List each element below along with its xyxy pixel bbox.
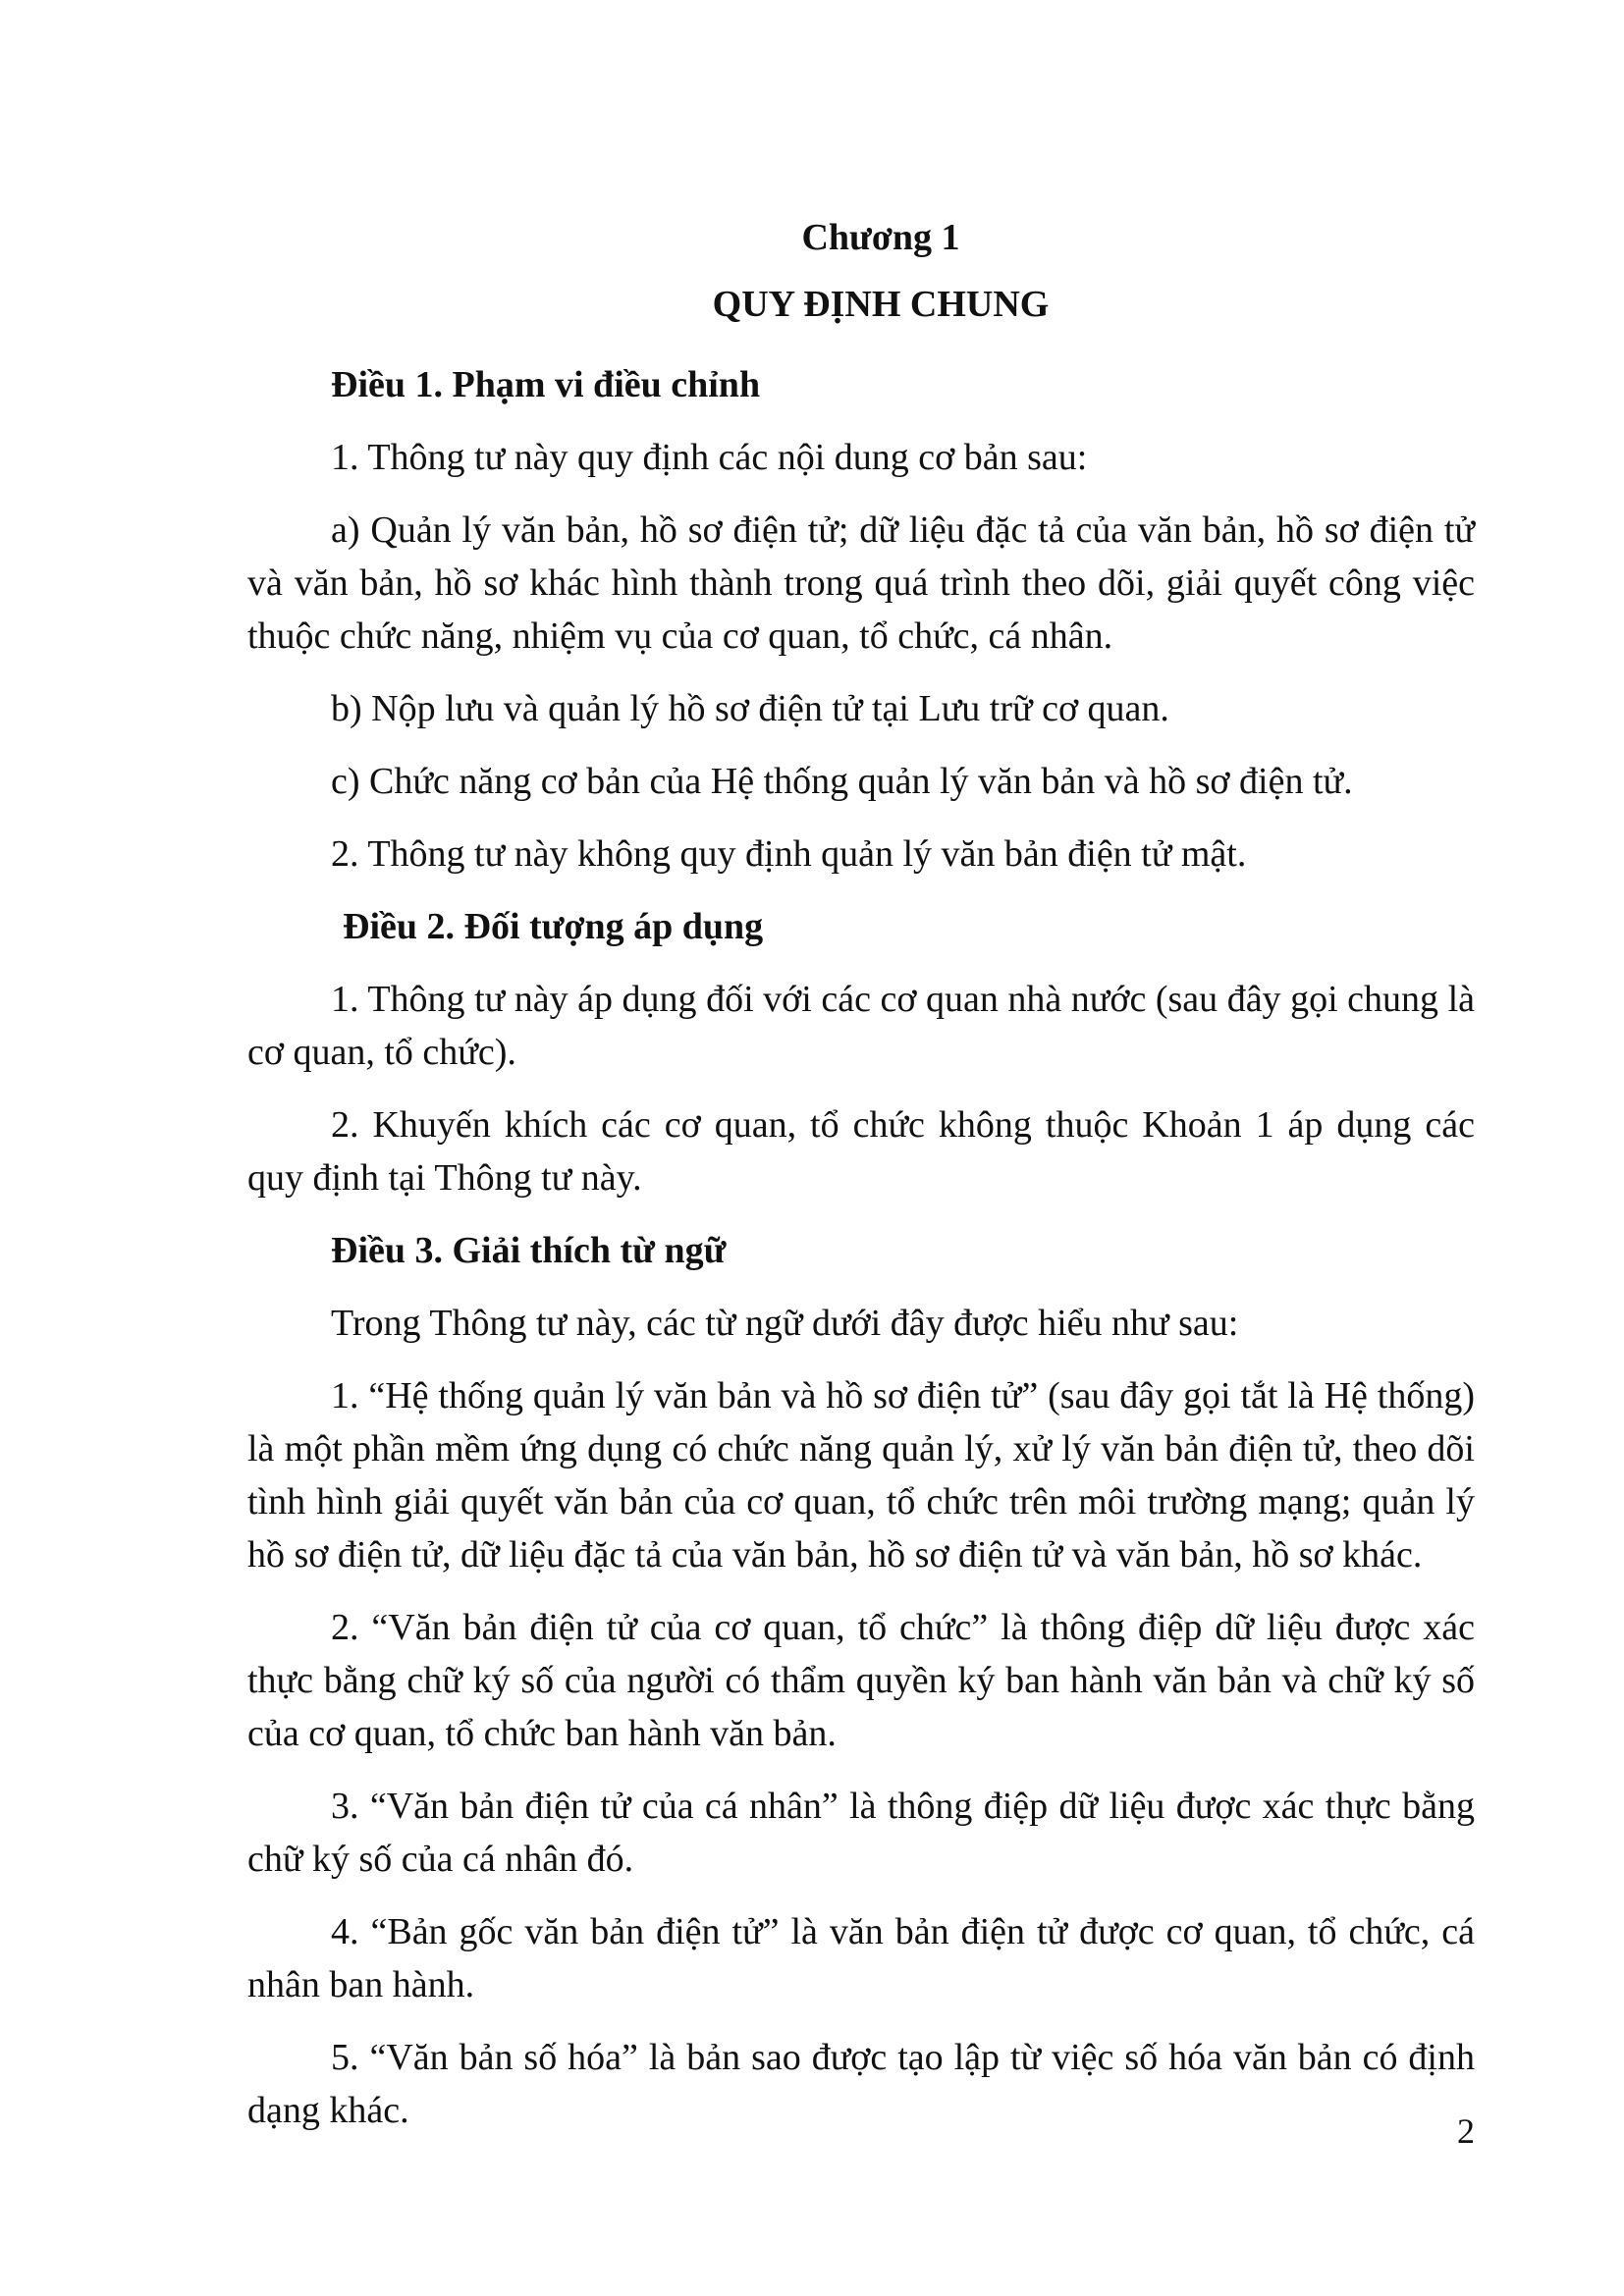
article-3-paragraph: 5. “Văn bản số hóa” là bản sao được tạo lập từ việc số hóa văn bản có định dạng khác. (247, 2037, 1475, 2131)
article-2-paragraph: 2. Khuyến khích các cơ quan, tổ chức không thuộc Khoản 1 áp dụng các quy định tại Thông tư này. (247, 1104, 1475, 1199)
article-1-paragraph: c) Chức năng cơ bản của Hệ thống quản lý văn bản và hồ sơ điện tử. (331, 761, 1353, 802)
page-number: 2 (1457, 2111, 1475, 2151)
article-2-paragraph: 1. Thông tư này áp dụng đối với các cơ quan nhà nước (sau đây gọi chung là cơ quan, tổ chức). (247, 979, 1475, 1073)
article-1-paragraph: b) Nộp lưu và quản lý hồ sơ điện tử tại Lưu trữ cơ quan. (331, 688, 1169, 729)
chapter-number: Chương 1 (801, 217, 960, 258)
article-3-paragraph: Trong Thông tư này, các từ ngữ dưới đây được hiểu như sau: (331, 1303, 1239, 1344)
article-3-heading: Điều 3. Giải thích từ ngữ (331, 1230, 727, 1271)
article-1-paragraph: a) Quản lý văn bản, hồ sơ điện tử; dữ liệu đặc tả của văn bản, hồ sơ điện tử và văn bản, hồ sơ khác hình thành trong quá trình theo dõi, giải quyết công việc thuộc chức năng, nhiệm vụ của cơ quan, tổ chức, cá nhân. (247, 509, 1475, 657)
article-3-paragraph: 4. “Bản gốc văn bản điện tử” là văn bản điện tử được cơ quan, tổ chức, cá nhân ban hành. (247, 1911, 1475, 2005)
article-3-paragraph: 3. “Văn bản điện tử của cá nhân” là thông điệp dữ liệu được xác thực bằng chữ ký số của cá nhân đó. (247, 1786, 1475, 1880)
article-1-heading: Điều 1. Phạm vi điều chỉnh (331, 364, 761, 405)
article-1-paragraph: 1. Thông tư này quy định các nội dung cơ bản sau: (331, 437, 1088, 478)
article-3-paragraph: 2. “Văn bản điện tử của cơ quan, tổ chức” là thông điệp dữ liệu được xác thực bằng chữ ký số của người có thẩm quyền ký ban hành văn bản và chữ ký số của cơ quan, tổ chức ban hành văn bản. (247, 1607, 1475, 1754)
article-2-heading: Điều 2. Đối tượng áp dụng (343, 906, 764, 947)
article-1-paragraph: 2. Thông tư này không quy định quản lý văn bản điện tử mật. (331, 833, 1247, 875)
article-3-paragraph: 1. “Hệ thống quản lý văn bản và hồ sơ điện tử” (sau đây gọi tắt là Hệ thống) là một phần mềm ứng dụng có chức năng quản lý, xử lý văn bản điện tử, theo dõi tình hình giải quyết văn bản của cơ quan, tổ chức trên môi trường mạng; quản lý hồ sơ điện tử, dữ liệu đặc tả của văn bản, hồ sơ điện tử và văn bản, hồ sơ khác. (247, 1375, 1475, 1575)
chapter-title: QUY ĐỊNH CHUNG (712, 284, 1050, 325)
document-body (247, 211, 1475, 2157)
